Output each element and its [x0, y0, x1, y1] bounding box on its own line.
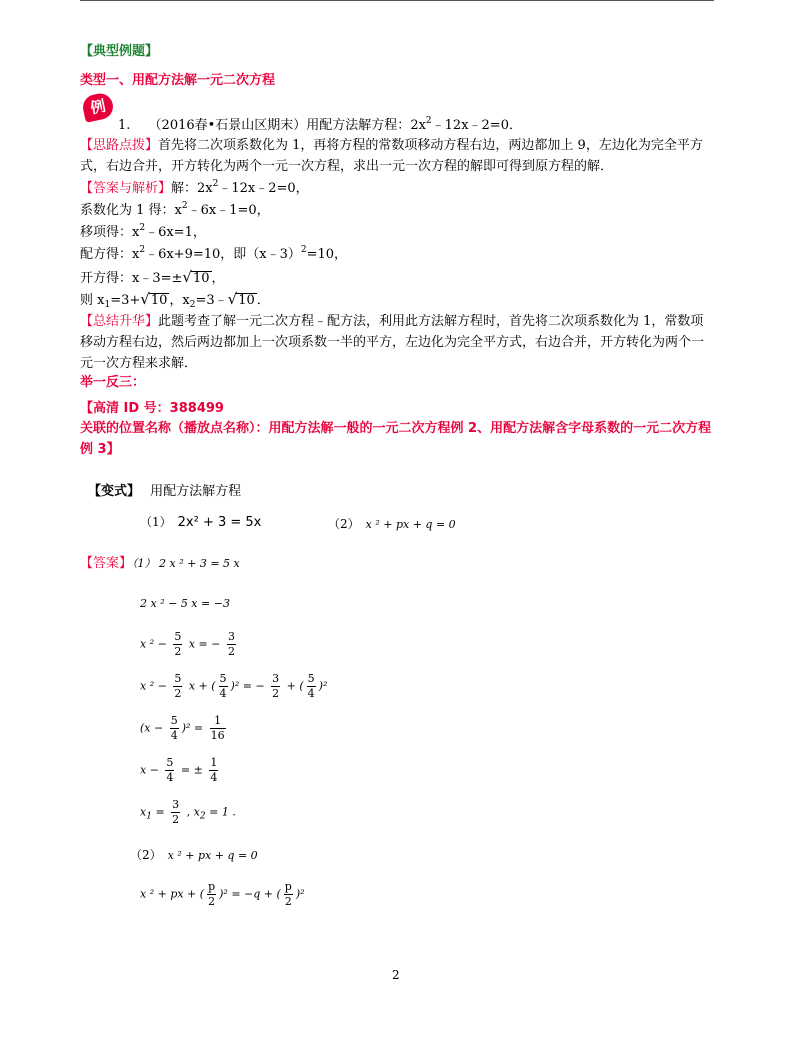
step-1: 2 x ² − 5 x = −3	[140, 597, 230, 610]
answer-line-4: 配方得：$x^2﹣6x+9=10$，即（x﹣3）$^2$=10，	[80, 245, 348, 262]
step-2: x ² − $\frac{5}{2}$ x = − $\frac{3}{2}$	[140, 630, 235, 658]
variant-q1: （1） 2x² + 3 = 5x	[140, 515, 262, 530]
example-question: 1. （2016春•石景山区期末）用配方法解方程：$2x^2﹣12x﹣2=0$．	[118, 116, 522, 133]
step-5: x − $\frac{5}{4}$ = ± $\frac{1}{4}$	[140, 756, 218, 784]
answer-line-1: 【答案与解析】解：$2x^2﹣12x﹣2=0$，	[80, 179, 309, 196]
section-title: 【典型例题】	[80, 44, 159, 59]
answer-line-3: 移项得：$x^2﹣6x=1$，	[80, 223, 206, 240]
step-4: (x − $\frac{5}{4}$ )² = $\frac{1}{16}$	[140, 714, 225, 742]
practice-id: 【高清 ID 号：388499	[80, 401, 224, 416]
answer-q1-line: 【答案】（1） 2 x ² + 3 = 5 x	[80, 556, 240, 571]
summary-paragraph: 【总结升华】此题考查了解一元二次方程﹣配方法，利用此方法解方程时，首先将二次项系数化为 1，常数项移动方程右边，然后两边都加上一次项系数一半的平方，左边化为完全平方式，右边合并，开方转化为两个一元一次方程来求解．	[80, 314, 705, 371]
answer-q2-line: （2） x ² + px + q = 0	[130, 848, 258, 862]
practice-related: 关联的位置名称（播放点名称）：用配方法解一般的一元二次方程例 2、用配方法解含字母系数的一元二次方程例 3】	[80, 421, 712, 457]
answer-line-5: 开方得：x﹣3=±√10 ，	[80, 268, 225, 286]
variant-q2: （2） x ² + px + q = 0	[328, 517, 456, 531]
answer-line-2: 系数化为 1 得：$x^2﹣6x﹣1=0$，	[80, 201, 270, 218]
page-number: 2	[392, 968, 400, 982]
example-badge-icon: 例	[81, 91, 116, 123]
page-top-rule	[80, 0, 714, 1]
step-6: $x_1$ = $\frac{3}{2}$ , $x_2 = 1$ .	[140, 798, 236, 826]
variant-heading: 【变式】 用配方法解方程	[88, 484, 242, 499]
step-q2-1: x ² + px + ( $\frac{p}{2}$ )² = −q + ( $\frac{p}{2}$ )²	[140, 880, 305, 908]
hint-paragraph: 【思路点拨】首先将二次项系数化为 1，再将方程的常数项移动方程右边，两边都加上 9，左边化为完全平方式，右边合并，开方转化为两个一元一次方程，求出一元一次方程的解即可得到原方程的解．	[80, 138, 703, 174]
answer-line-6: 则 $x_1=3+√10$ ，$x_2=3﹣√10$ ．	[80, 290, 270, 310]
type-title: 类型一、用配方法解一元二次方程	[80, 73, 276, 88]
practice-title: 举一反三：	[80, 375, 146, 390]
step-3: x ² − $\frac{5}{2}$ x + ( $\frac{5}{4}$ )² = − $\frac{3}{2}$ + ( $\frac{5}{4}$ )²	[140, 672, 328, 700]
